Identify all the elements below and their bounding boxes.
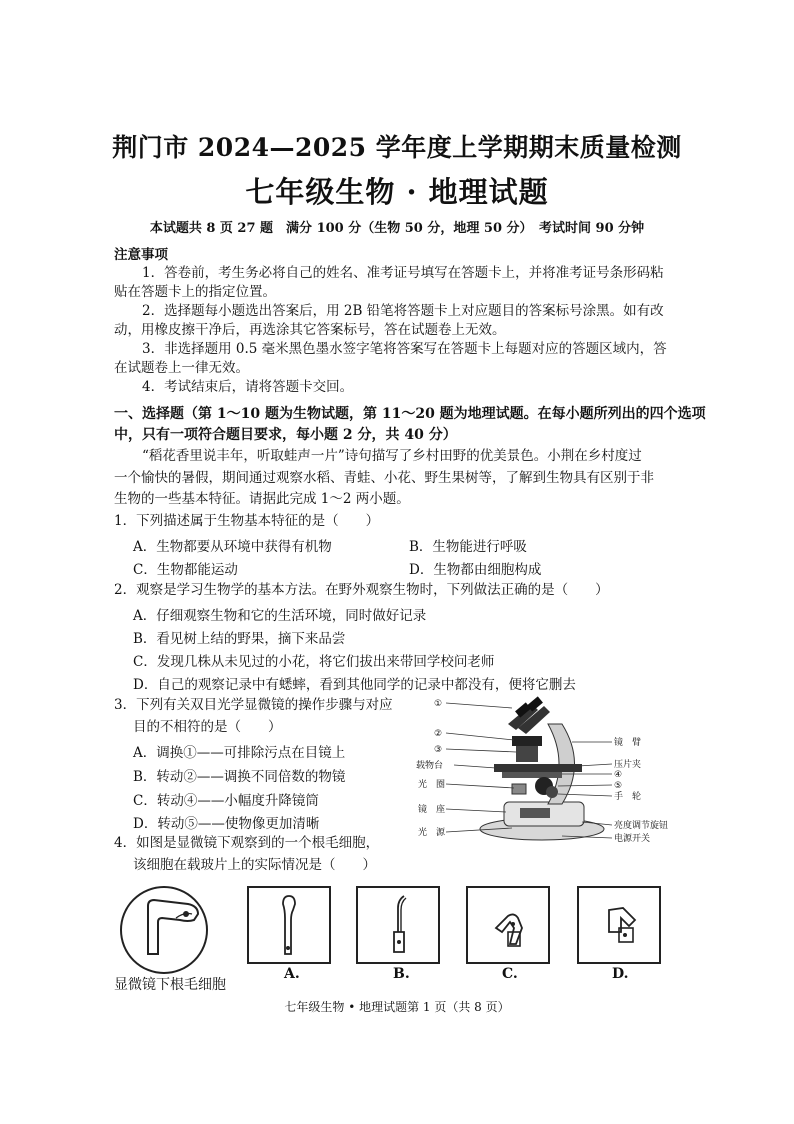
question-2-option-d: D．自己的观察记录中有蟋蟀，看到其他同学的记录中都没有，便将它删去: [133, 677, 576, 693]
notice-line: 动，用橡皮擦干净后，再选涂其它答案标号，答在试题卷上无效。: [114, 322, 506, 338]
label-brightness-knob: 亮度调节旋钮: [614, 821, 669, 831]
option-c-cell: [468, 888, 548, 962]
option-c-figure: [466, 886, 550, 964]
section-heading-line2: 中，只有一项符合题目要求，每小题 2 分，共 40 分）: [114, 427, 457, 443]
exam-title-line2: 七年级生物 · 地理试题: [245, 175, 549, 209]
question-1-option-c: C．生物都能运动: [133, 562, 238, 578]
option-d-label: D.: [612, 966, 629, 982]
label-nosepiece: ②: [434, 729, 443, 739]
question-1-stem: 1．下列描述属于生物基本特征的是（ ）: [114, 513, 380, 529]
question-3-option-a: A．调换①——可排除污点在目镜上: [133, 745, 346, 761]
question-2-option-c: C．发现几株从未见过的小花，将它们拔出来带回学校问老师: [133, 654, 495, 670]
question-2-stem: 2．观察是学习生物学的基本方法。在野外观察生物时，下列做法正确的是（ ）: [114, 582, 609, 598]
microscope-figure: [412, 694, 674, 848]
label-eyepiece: ①: [434, 699, 443, 709]
label-five: ⑤: [614, 781, 623, 791]
question-1-option-a: A．生物都要从环境中获得有机物: [133, 539, 332, 555]
option-d-figure: [577, 886, 661, 964]
root-hair-caption: 显微镜下根毛细胞: [114, 977, 226, 993]
option-b-label: B.: [393, 966, 410, 982]
option-b-cell: [358, 888, 438, 962]
label-base: 镜 座: [418, 805, 446, 815]
question-2-option-b: B．看见树上结的野果，摘下来品尝: [133, 631, 346, 647]
label-arm: 镜 臂: [614, 738, 642, 748]
question-3-option-c: C．转动④——小幅度升降镜筒: [133, 793, 319, 809]
exam-title-line1: 荆门市 2024—2025 学年度上学期期末质量检测: [112, 133, 682, 162]
question-4-stem-line2: 该细胞在载玻片上的实际情况是（ ）: [133, 857, 376, 873]
question-2-option-a: A．仔细观察生物和它的生活环境，同时做好记录: [133, 608, 427, 624]
passage-line: 一个愉快的暑假，期间通过观察水稻、青蛙、小花、野生果树等，了解到生物具有区别于非: [114, 470, 654, 486]
notice-line: 1．答卷前，考生务必将自己的姓名、准考证号填写在答题卡上，并将准考证号条形码粘: [142, 265, 664, 281]
option-a-figure: [247, 886, 331, 964]
question-3-option-b: B．转动②——调换不同倍数的物镜: [133, 769, 346, 785]
option-c-label: C.: [502, 966, 518, 982]
question-3-stem-line2: 目的不相符的是（ ）: [133, 719, 282, 735]
passage-line: 生物的一些基本特征。请据此完成 1～2 两小题。: [114, 491, 410, 507]
label-objective: ③: [434, 745, 443, 755]
microscope-drawing: [480, 696, 604, 840]
notice-line: 2．选择题每小题选出答案后，用 2B 铅笔将答题卡上对应题目的答案标号涂黑。如有改: [142, 303, 664, 319]
question-3-option-d: D．转动⑤——使物像更加清晰: [133, 816, 320, 832]
label-diaphragm: 光 圈: [418, 780, 446, 790]
question-3-stem-line1: 3．下列有关双目光学显微镜的操作步骤与对应: [114, 697, 393, 713]
question-1-option-b: B．生物能进行呼吸: [409, 539, 527, 555]
root-hair-cell-illustration: [118, 884, 210, 976]
label-focus-knob: 手 轮: [614, 792, 642, 802]
question-1-option-d: D．生物都由细胞构成: [409, 562, 542, 578]
option-b-figure: [356, 886, 440, 964]
label-power-switch: 电源开关: [614, 834, 651, 844]
label-stage: 载物台: [416, 761, 444, 771]
question-4-stem-line1: 4．如图是显微镜下观察到的一个根毛细胞，: [114, 835, 380, 851]
microscope-illustration: [412, 694, 674, 848]
label-light-source: 光 源: [418, 828, 446, 838]
option-a-cell: [249, 888, 329, 962]
root-hair-cell-figure: [118, 884, 210, 976]
label-clip: 压片夹: [614, 760, 642, 770]
label-four: ④: [614, 770, 623, 780]
page-footer: 七年级生物 • 地理试题第 1 页（共 8 页）: [284, 1000, 510, 1014]
notice-line: 在试题卷上一律无效。: [114, 360, 249, 376]
option-a-label: A.: [284, 966, 300, 982]
option-d-cell: [579, 888, 659, 962]
section-heading-line1: 一、选择题（第 1～10 题为生物试题，第 11～20 题为地理试题。在每小题所列出的四个选项: [114, 406, 706, 422]
passage-line: “稻花香里说丰年，听取蛙声一片”诗句描写了乡村田野的优美景色。小荆在乡村度过: [142, 448, 642, 464]
notice-line: 贴在答题卡上的指定位置。: [114, 284, 276, 300]
notice-line: 3．非选择题用 0.5 毫米黑色墨水签字笔将答案写在答题卡上每题对应的答题区域内，答: [142, 341, 667, 357]
notice-line: 4．考试结束后，请将答题卡交回。: [142, 379, 354, 395]
exam-info: 本试题共 8 页 27 题 满分 100 分（生物 50 分，地理 50 分） 考试时间 90 分钟: [149, 221, 645, 236]
notice-heading: 注意事项: [114, 247, 168, 263]
